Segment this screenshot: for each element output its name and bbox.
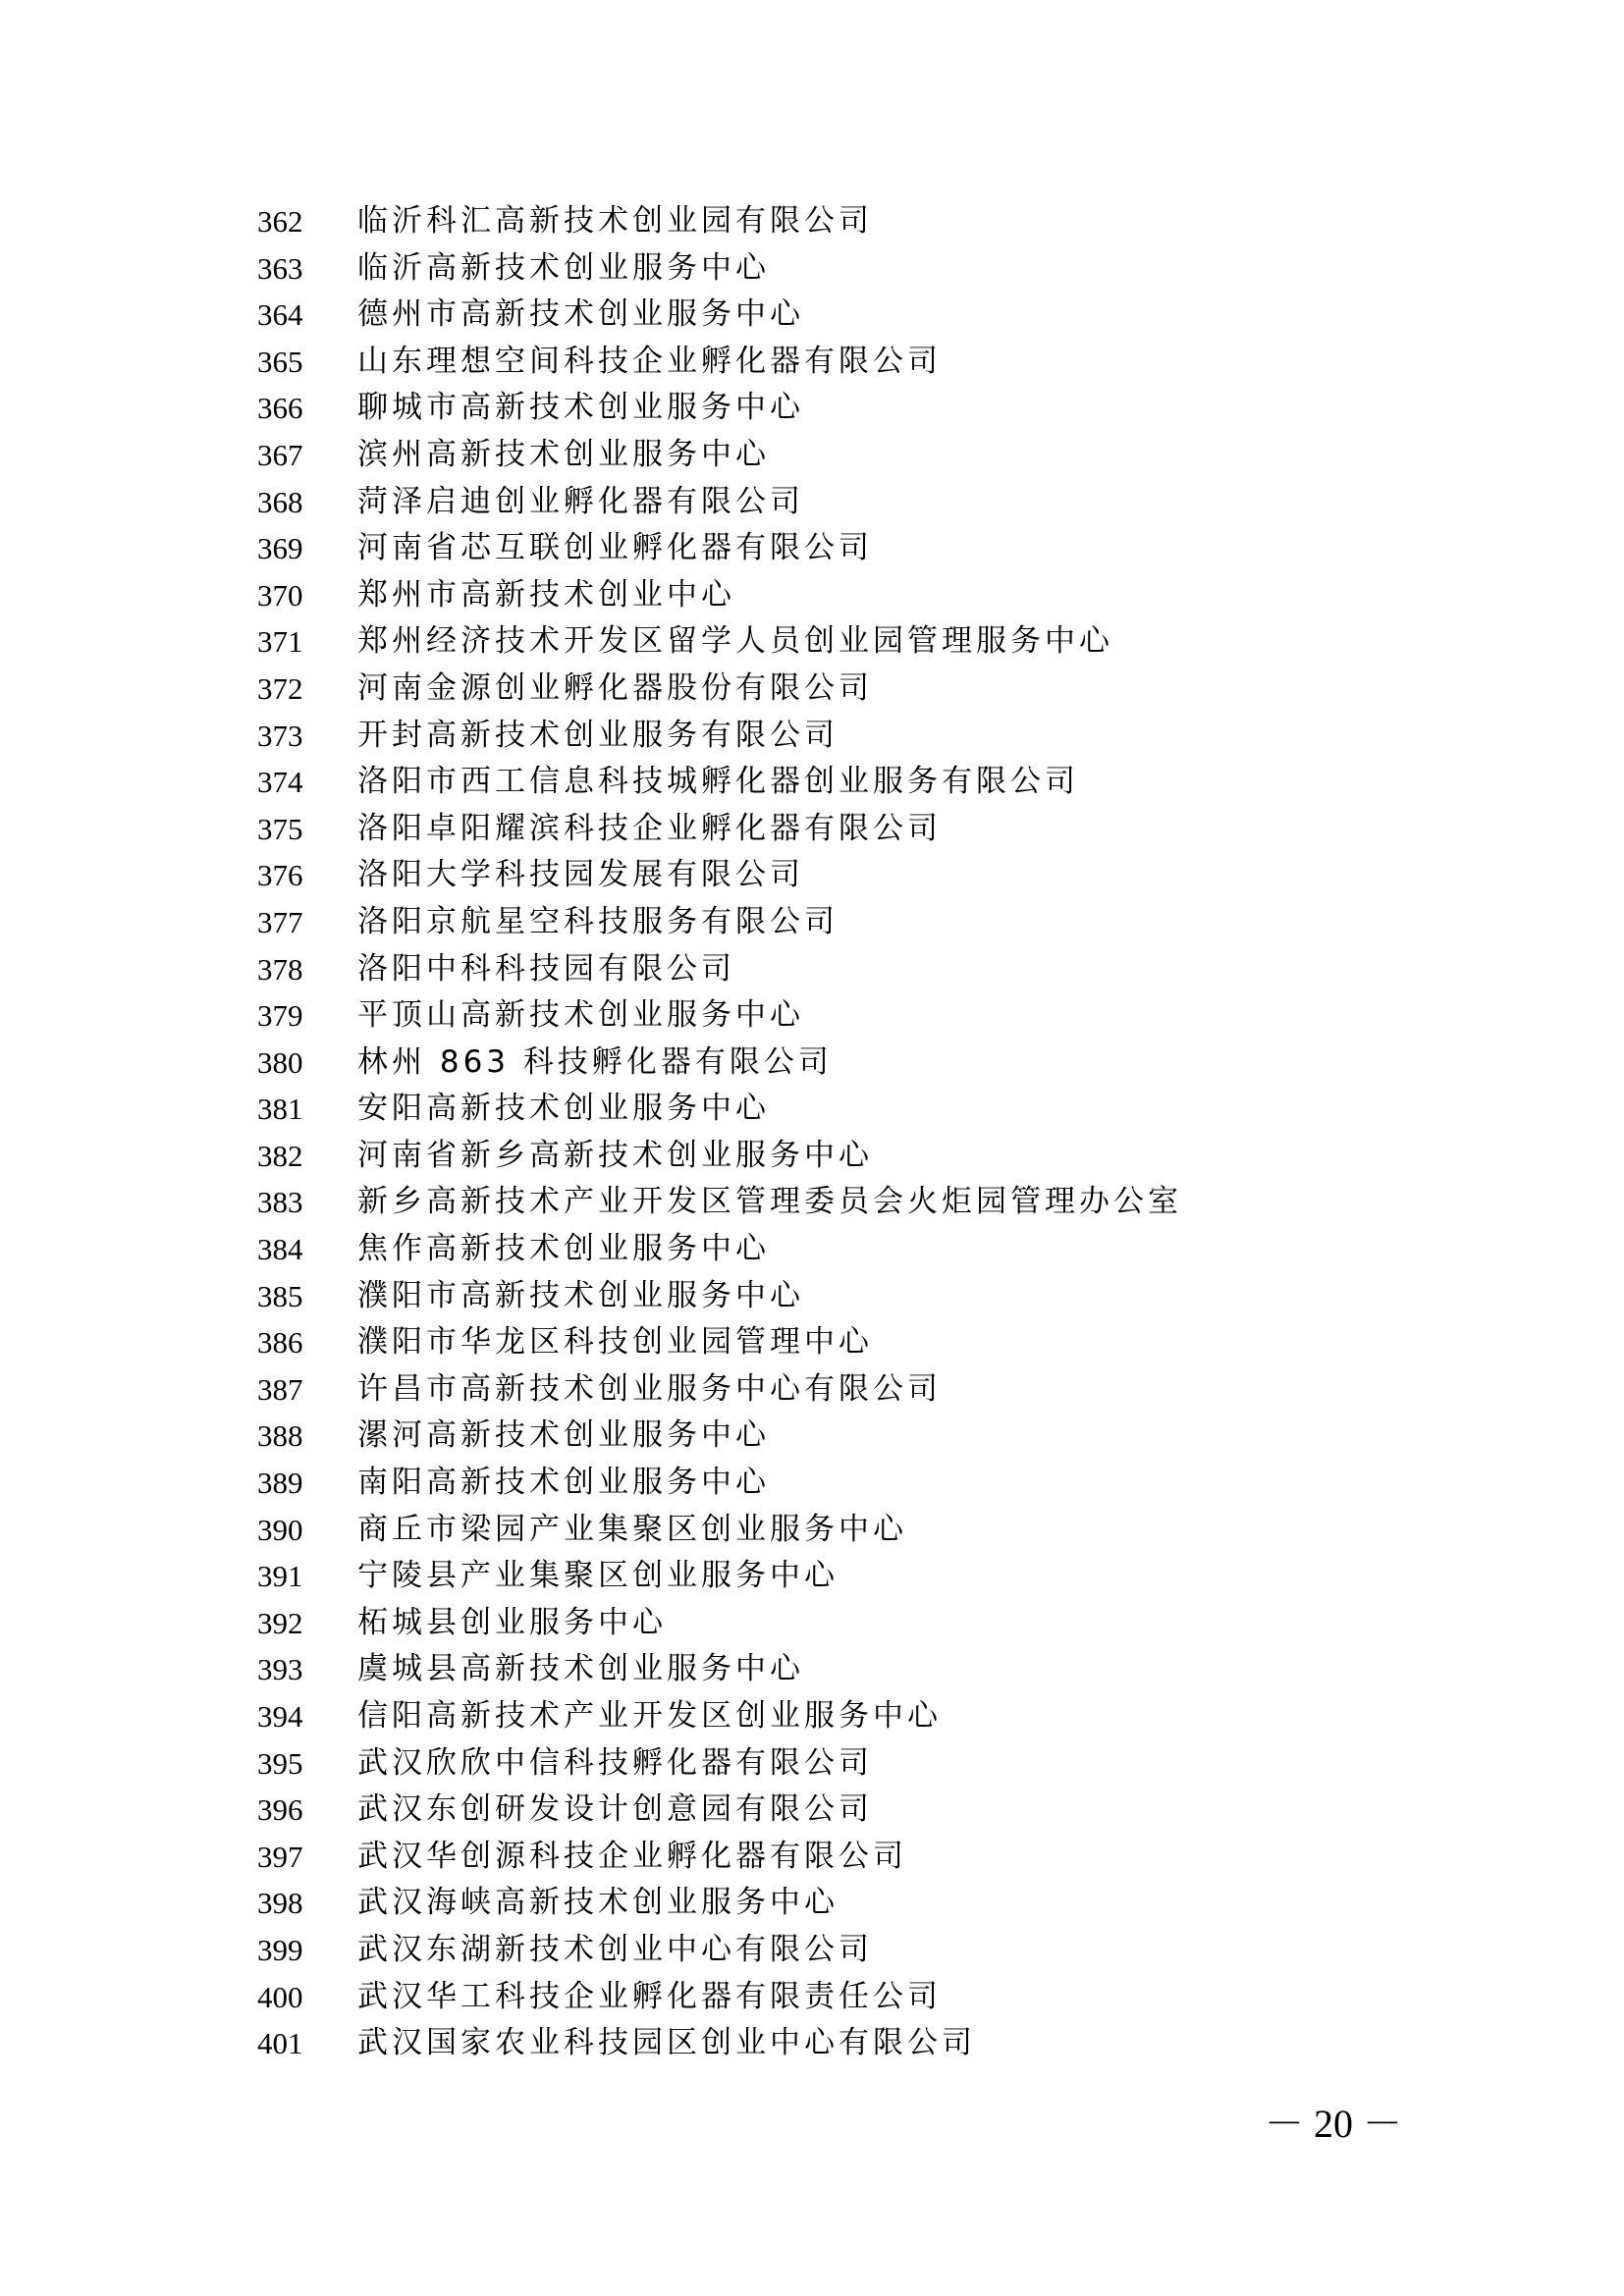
- entry-name: 滨州高新技术创业服务中心: [357, 436, 770, 472]
- entry-name: 菏泽启迪创业孵化器有限公司: [357, 483, 804, 519]
- list-item: [257, 1787, 1435, 1834]
- list-item: [257, 198, 1435, 245]
- entry-name: 德州市高新技术创业服务中心: [357, 296, 804, 333]
- list-item: [257, 899, 1435, 946]
- list-item: [257, 572, 1435, 619]
- entry-number: 399: [257, 1932, 303, 1967]
- entry-number: 398: [257, 1886, 303, 1921]
- entry-name: 洛阳京航星空科技服务有限公司: [357, 903, 839, 939]
- entry-name: 武汉东湖新技术创业中心有限公司: [357, 1931, 873, 1967]
- entry-number: 395: [257, 1745, 303, 1781]
- entry-name: 宁陵县产业集聚区创业服务中心: [357, 1558, 839, 1594]
- entry-name: 南阳高新技术创业服务中心: [357, 1465, 770, 1501]
- entry-name: 武汉东创研发设计创意园有限公司: [357, 1791, 873, 1828]
- entry-number: 365: [257, 344, 303, 379]
- list-item: [257, 1273, 1435, 1320]
- list-item: [257, 1834, 1435, 1881]
- list-item: [257, 1133, 1435, 1180]
- entry-name: 河南金源创业孵化器股份有限公司: [357, 669, 873, 706]
- list-item: [257, 1553, 1435, 1600]
- entry-name: 武汉海峡高新技术创业服务中心: [357, 1885, 839, 1921]
- entry-number: 376: [257, 858, 303, 893]
- list-item: [257, 1040, 1435, 1087]
- entry-name: 洛阳卓阳耀滨科技企业孵化器有限公司: [357, 810, 942, 846]
- list-item: [257, 1740, 1435, 1788]
- list-item: [257, 1366, 1435, 1414]
- entry-number: 371: [257, 624, 303, 660]
- entry-number: 388: [257, 1418, 303, 1454]
- list-item: [257, 1880, 1435, 1927]
- list-item: [257, 946, 1435, 993]
- entry-number: 367: [257, 437, 303, 472]
- entry-name: 洛阳中科科技园有限公司: [357, 950, 735, 987]
- list-item: [257, 1319, 1435, 1366]
- entry-name: 河南省新乡高新技术创业服务中心: [357, 1137, 873, 1173]
- entry-name: 开封高新技术创业服务有限公司: [357, 717, 839, 753]
- entry-number: 389: [257, 1466, 303, 1501]
- entry-number: 364: [257, 297, 303, 333]
- page-number: － 20 －: [1265, 2102, 1402, 2146]
- list-item: [257, 992, 1435, 1040]
- entry-name: 许昌市高新技术创业服务中心有限公司: [357, 1370, 942, 1407]
- entry-name: 虞城县高新技术创业服务中心: [357, 1651, 804, 1687]
- list-item: [257, 1179, 1435, 1226]
- list-item: [257, 1226, 1435, 1273]
- entry-number: 370: [257, 577, 303, 613]
- entry-name: 临沂高新技术创业服务中心: [357, 249, 770, 286]
- list-item: [257, 666, 1435, 713]
- entry-name: 聊城市高新技术创业服务中心: [357, 390, 804, 426]
- entry-number: 379: [257, 998, 303, 1034]
- entry-number: 374: [257, 765, 303, 800]
- entry-name: 山东理想空间科技企业孵化器有限公司: [357, 343, 942, 379]
- list-item: [257, 713, 1435, 760]
- entry-number: 390: [257, 1512, 303, 1547]
- entry-name: 洛阳大学科技园发展有限公司: [357, 857, 804, 893]
- entry-number: 386: [257, 1325, 303, 1361]
- entry-name: 洛阳市西工信息科技城孵化器创业服务有限公司: [357, 764, 1079, 800]
- list-item: [257, 1646, 1435, 1693]
- list-item: [257, 618, 1435, 666]
- list-item: [257, 479, 1435, 526]
- entry-name: 河南省芯互联创业孵化器有限公司: [357, 530, 873, 566]
- entry-number: 394: [257, 1699, 303, 1734]
- entry-name: 新乡高新技术产业开发区管理委员会火炬园管理办公室: [357, 1184, 1182, 1220]
- entry-number: 382: [257, 1138, 303, 1173]
- list-item: [257, 385, 1435, 432]
- entry-name: 武汉国家农业科技园区创业中心有限公司: [357, 2025, 976, 2061]
- entry-number: 392: [257, 1605, 303, 1640]
- entry-name: 濮阳市高新技术创业服务中心: [357, 1277, 804, 1313]
- entry-number: 373: [257, 718, 303, 753]
- entry-number: 397: [257, 1839, 303, 1874]
- entry-number: 366: [257, 391, 303, 426]
- entry-name: 武汉华工科技企业孵化器有限责任公司: [357, 1978, 942, 2014]
- entry-number: 369: [257, 531, 303, 566]
- list-item: [257, 1507, 1435, 1554]
- entry-number: 363: [257, 250, 303, 286]
- entry-number: 378: [257, 951, 303, 987]
- list-item: [257, 1413, 1435, 1460]
- list-item: [257, 759, 1435, 806]
- list-item: [257, 245, 1435, 293]
- entry-name: 商丘市梁园产业集聚区创业服务中心: [357, 1511, 907, 1547]
- entry-number: 372: [257, 670, 303, 706]
- entry-name: 临沂科汇高新技术创业园有限公司: [357, 203, 873, 239]
- entry-name: 柘城县创业服务中心: [357, 1604, 667, 1640]
- list-item: [257, 1974, 1435, 2021]
- list-item: [257, 339, 1435, 386]
- entry-number: 381: [257, 1092, 303, 1127]
- entry-number: 400: [257, 1979, 303, 2014]
- list-item: [257, 852, 1435, 899]
- entry-number: 391: [257, 1559, 303, 1594]
- entry-list: [257, 198, 1435, 2067]
- entry-number: 384: [257, 1232, 303, 1267]
- entry-number: 377: [257, 904, 303, 939]
- list-item: [257, 432, 1435, 479]
- list-item: [257, 1693, 1435, 1740]
- entry-name: 林州 863 科技孵化器有限公司: [357, 1043, 833, 1080]
- entry-number: 385: [257, 1278, 303, 1313]
- entry-number: 387: [257, 1371, 303, 1407]
- entry-name: 平顶山高新技术创业服务中心: [357, 997, 804, 1034]
- entry-number: 368: [257, 484, 303, 519]
- entry-number: 380: [257, 1044, 303, 1080]
- list-item: [257, 1460, 1435, 1507]
- list-item: [257, 2020, 1435, 2067]
- list-item: [257, 525, 1435, 572]
- entry-name: 焦作高新技术创业服务中心: [357, 1231, 770, 1267]
- list-item: [257, 806, 1435, 853]
- entry-name: 郑州经济技术开发区留学人员创业园管理服务中心: [357, 623, 1113, 660]
- entry-number: 375: [257, 811, 303, 846]
- entry-name: 濮阳市华龙区科技创业园管理中心: [357, 1324, 873, 1361]
- entry-name: 武汉欣欣中信科技孵化器有限公司: [357, 1744, 873, 1781]
- entry-number: 401: [257, 2026, 303, 2061]
- entry-name: 漯河高新技术创业服务中心: [357, 1417, 770, 1454]
- list-item: [257, 1927, 1435, 1974]
- entry-number: 383: [257, 1185, 303, 1220]
- entry-number: 393: [257, 1652, 303, 1687]
- entry-name: 信阳高新技术产业开发区创业服务中心: [357, 1698, 942, 1734]
- entry-name: 武汉华创源科技企业孵化器有限公司: [357, 1838, 907, 1874]
- entry-number: 396: [257, 1792, 303, 1828]
- entry-name: 郑州市高新技术创业中心: [357, 576, 735, 613]
- list-item: [257, 1086, 1435, 1133]
- entry-name: 安阳高新技术创业服务中心: [357, 1091, 770, 1127]
- list-item: [257, 1600, 1435, 1647]
- entry-number: 362: [257, 204, 303, 239]
- list-item: [257, 292, 1435, 339]
